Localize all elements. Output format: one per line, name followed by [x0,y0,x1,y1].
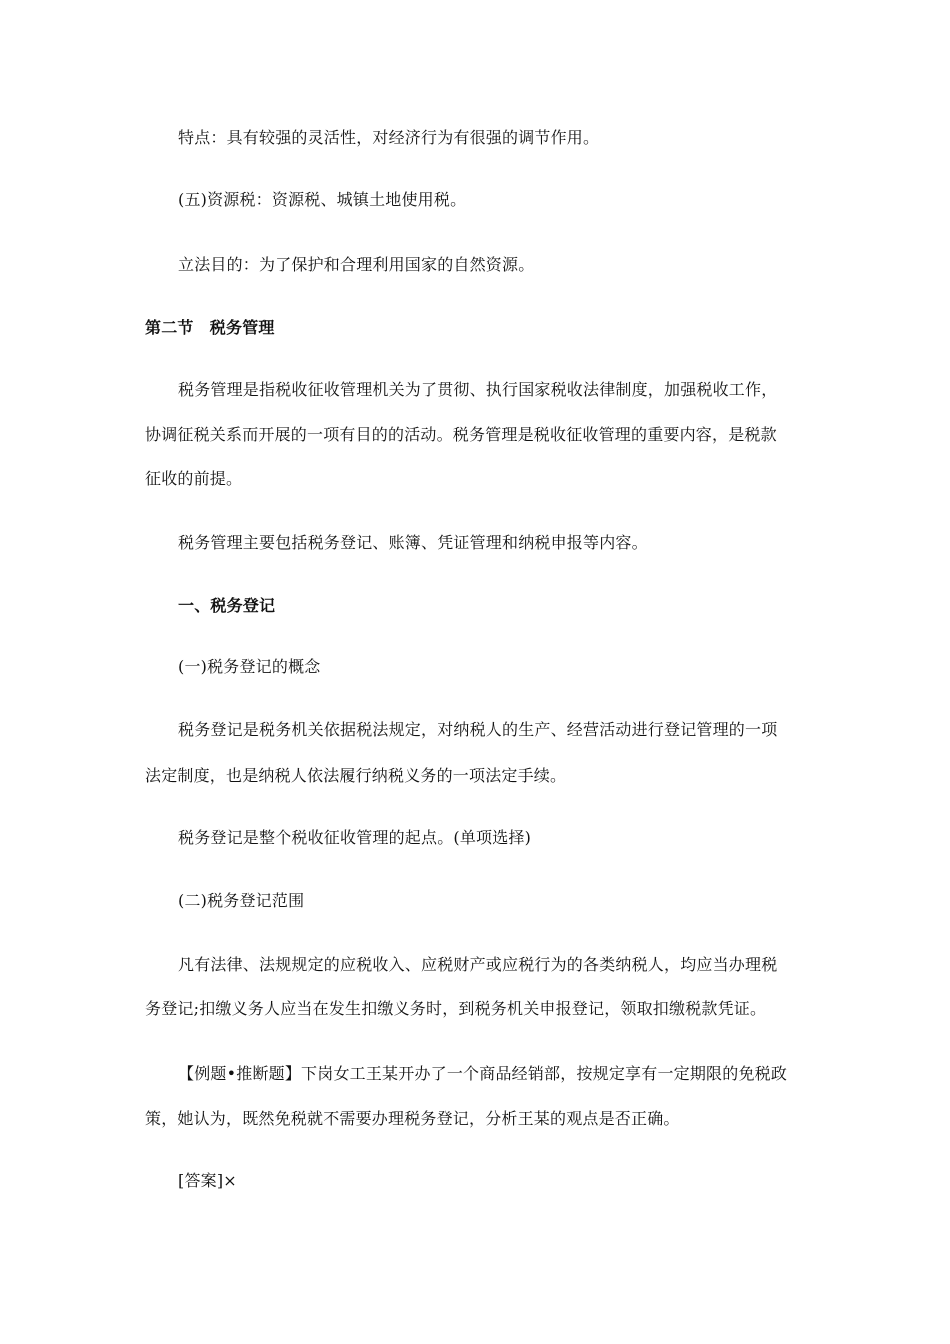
example-question-line-1: 【例题•推断题】下岗女工王某开办了一个商品经销部，按规定享有一定期限的免税政 [178,1064,788,1083]
example-question-line-2: 策，她认为，既然免税就不需要办理税务登记，分析王某的观点是否正确。 [145,1109,680,1128]
paragraph-resource-tax: (五)资源税：资源税、城镇土地使用税。 [178,190,467,209]
paragraph-registration-scope-line-1: 凡有法律、法规规定的应税收入、应税财产或应税行为的各类纳税人，均应当办理税 [178,955,778,974]
subheading-tax-registration: 一、税务登记 [178,596,276,615]
paragraph-tax-management-line-1: 税务管理是指税收征收管理机关为了贯彻、执行国家税收法律制度，加强税收工作， [178,380,778,399]
paragraph-registration-definition-line-1: 税务登记是税务机关依据税法规定，对纳税人的生产、经营活动进行登记管理的一项 [178,720,778,739]
paragraph-tax-management-line-3: 征收的前提。 [145,469,243,488]
answer: [答案]× [178,1171,237,1190]
section-heading: 第二节 税务管理 [145,318,275,337]
paragraph-feature: 特点：具有较强的灵活性，对经济行为有很强的调节作用。 [178,128,600,147]
paragraph-tax-management-line-2: 协调征税关系而开展的一项有目的的活动。税务管理是税收征收管理的重要内容，是税款 [145,425,777,444]
paragraph-registration-scope-line-2: 务登记;扣缴义务人应当在发生扣缴义务时，到税务机关申报登记，领取扣缴税款凭证。 [145,999,767,1018]
item-scope: (二)税务登记范围 [178,891,305,910]
paragraph-registration-starting-point: 税务登记是整个税收征收管理的起点。(单项选择) [178,828,532,847]
paragraph-tax-management-contents: 税务管理主要包括税务登记、账簿、凭证管理和纳税申报等内容。 [178,533,648,552]
item-concept: (一)税务登记的概念 [178,657,321,676]
paragraph-registration-definition-line-2: 法定制度，也是纳税人依法履行纳税义务的一项法定手续。 [145,766,567,785]
paragraph-legislative-purpose: 立法目的：为了保护和合理利用国家的自然资源。 [178,255,535,274]
